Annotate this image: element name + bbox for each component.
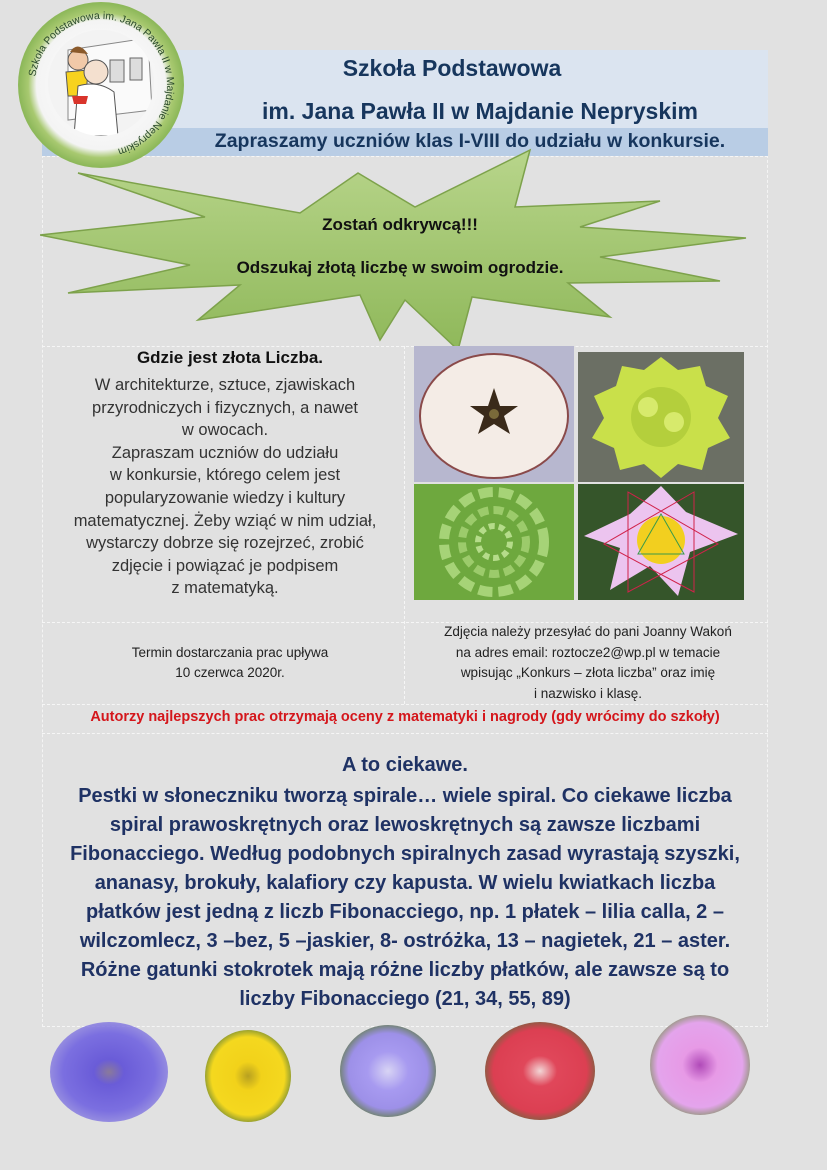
school-patron: im. Jana Pawła II w Majdanie Nepryskim [262, 98, 698, 124]
logo-illustration [48, 30, 154, 136]
banner-headline: Zostań odkrywcą!!! [322, 215, 478, 234]
banner-subline: Odszukaj złotą liczbę w swoim ogrodzie. [236, 258, 564, 277]
flower-yellow [205, 1030, 291, 1122]
flower-purple-geranium [50, 1022, 168, 1122]
where-title: Gdzie jest złota Liczba. [136, 348, 324, 367]
deadline-info: Termin dostarczania prac upływa 10 czerwca 2020r. [131, 645, 329, 680]
invite-heading: Zapraszamy uczniów klas I-VIII do udziału w konkursie. [214, 130, 726, 152]
photo-aloe-spiral [414, 484, 574, 600]
divider [42, 733, 768, 734]
flower-red-hibiscus [485, 1022, 595, 1120]
photo-romanesco [578, 352, 744, 482]
divider [42, 704, 768, 705]
awards-notice: Autorzy najlepszych prac otrzymają oceny z matematyki i nagrody (gdy wrócimy do szkoły) [90, 709, 720, 725]
starburst-banner [40, 145, 770, 355]
photo-apple [414, 346, 574, 482]
divider [42, 1026, 768, 1027]
school-logo [18, 2, 184, 168]
facts-body: Pestki w słoneczniku tworzą spirale… wiele spiral. Co ciekawe liczba spiral prawoskrętnych oraz lewoskrętnych są zawsze liczbami Fibonacciego. Według podobnych spiralnych zasad wyrastają szyszki, ananasy, brokuły, kalafiory czy kapusta. W wielu kwiatkach liczba płatków jest jedną z liczb Fibonacciego, np. 1 płatek – lilia calla, 2 – wilczomlecz, 3 –bez, 5 –jaskier, 8- ostróżka, 13 – nagietek, 21 – aster. Różne gatunki stokrotek mają różne liczby płatków, ale zawsze są to liczby Fibonacciego (21, 34, 55, 89) [70, 785, 740, 1010]
where-description: W architekturze, sztuce, zjawiskach przyrodniczych i fizycznych, a nawet w owocach. Zapraszam uczniów do udziału w konkursie, którego celem jest popularyzowanie wiedzy i kultury matematycznej. Żeby wziąć w nim udział, wystarczy dobrze się rozejrzeć, zrobić zdjęcie i powiązać je podpisem z matematyką. [73, 376, 377, 598]
photo-flower-geometry [578, 484, 744, 600]
facts-title: A to ciekawe. [342, 754, 468, 776]
contact-email-line: na adres email: roztocze2@wp.pl w temacie [455, 644, 721, 660]
contact-info: Zdjęcia należy przesyłać do pani Joanny Wakoń na adres email: roztocze2@wp.pl w temacie wpisując „Konkurs – złota liczba” oraz imię i nazwisko i klasę. [408, 622, 768, 704]
flower-bellflower [340, 1025, 436, 1117]
divider [404, 346, 405, 704]
svg-text:Szkoła Podstawowa im. Jana Paw: Szkoła Podstawowa im. Jana Pawła II w Majdanie Nepryskim [26, 9, 177, 158]
flower-pink-geranium [650, 1015, 750, 1115]
school-name: Szkoła Podstawowa [342, 55, 562, 81]
photo-grid [414, 346, 744, 600]
